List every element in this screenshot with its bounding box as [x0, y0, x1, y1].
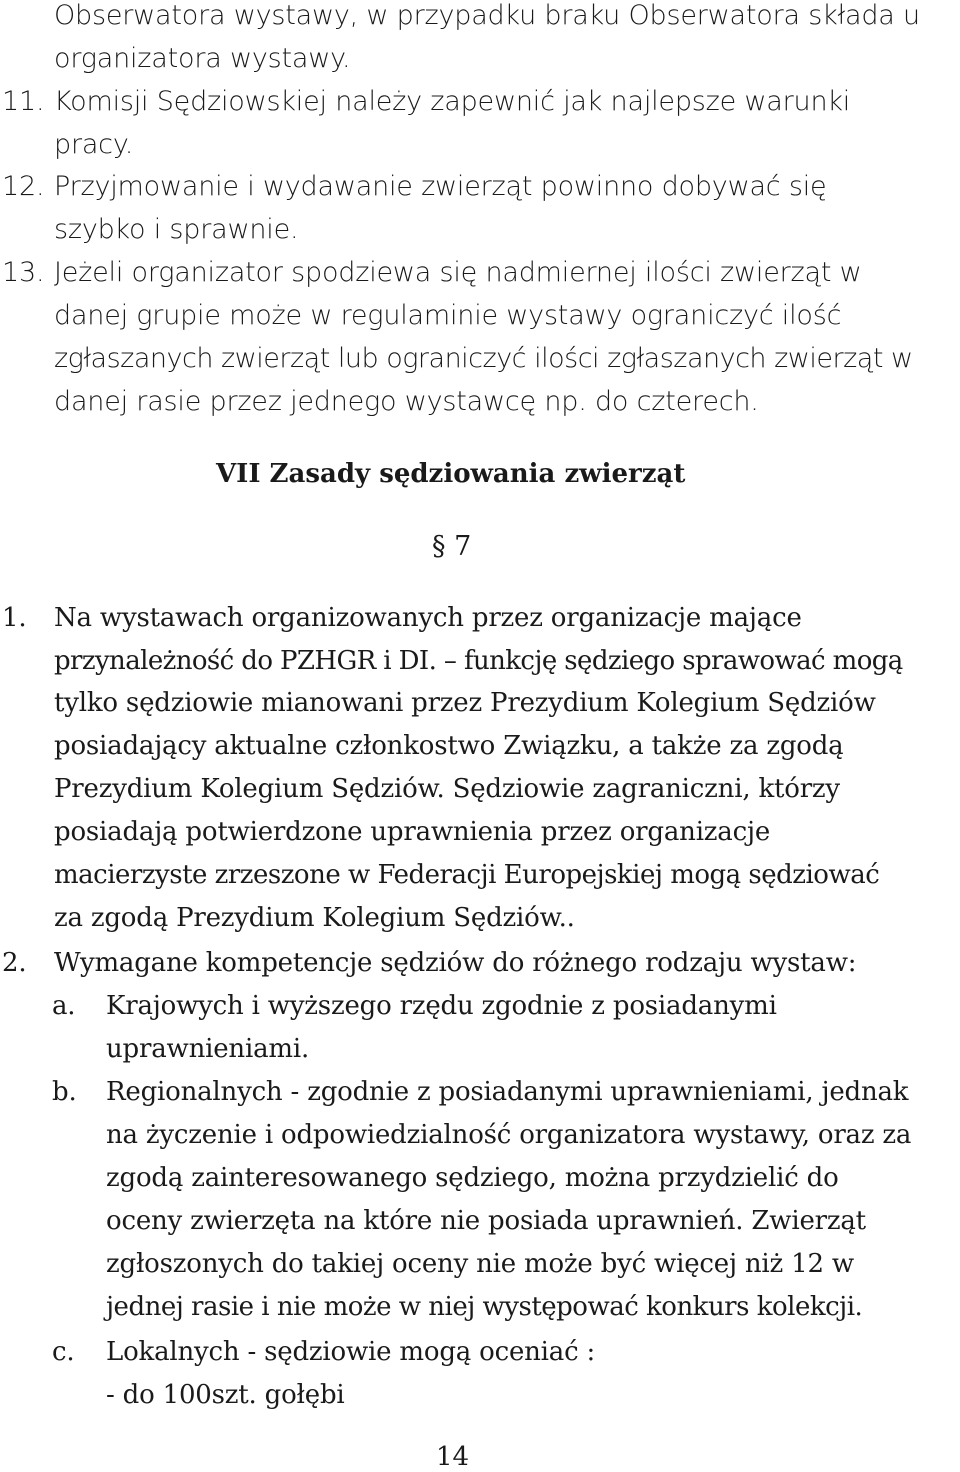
point-1-number: 1.: [2, 603, 27, 633]
item-13-line-1: Jeżeli organizator spodziewa się nadmiernej ilości zwierząt w: [54, 257, 862, 288]
item-13-line-4: danej rasie przez jednego wystawcę np. do czterech.: [54, 386, 759, 417]
point-2a-letter: a.: [52, 991, 76, 1021]
page-number: 14: [436, 1442, 470, 1472]
section-title: VII Zasady sędziowania zwierząt: [216, 459, 686, 489]
point-2b-line-4: oceny zwierzęta na które nie posiada uprawnień. Zwierząt: [106, 1206, 866, 1236]
point-1-line-1: Na wystawach organizowanych przez organizacje mające: [54, 603, 802, 633]
point-2b-letter: b.: [52, 1077, 77, 1107]
item-13-line-2: danej grupie może w regulaminie wystawy ograniczyć ilość: [54, 300, 842, 331]
paragraph-mark: § 7: [432, 531, 472, 562]
point-2b-line-2: na życzenie i odpowiedzialność organizatora wystawy, oraz za: [106, 1120, 912, 1150]
item-11-line-2: pracy.: [54, 129, 134, 160]
item-13-number: 13.: [2, 257, 45, 288]
point-1-line-2: przynależność do PZHGR i DI. – funkcję sędziego sprawować mogą: [54, 646, 903, 676]
intro-line-2: organizatora wystawy.: [54, 43, 351, 74]
item-12-line-2: szybko i sprawnie.: [54, 214, 299, 245]
item-12-number: 12.: [2, 171, 45, 202]
item-13-line-3: zgłaszanych zwierząt lub ograniczyć ilości zgłaszanych zwierząt w: [54, 343, 913, 374]
point-1-line-8: za zgodą Prezydium Kolegium Sędziów..: [54, 903, 575, 933]
point-2b-line-6: jednej rasie i nie może w niej występować konkurs kolekcji.: [106, 1292, 863, 1322]
point-2-number: 2.: [2, 948, 27, 978]
point-2c-line-1: Lokalnych - sędziowie mogą oceniać :: [106, 1337, 596, 1367]
point-2-line-1: Wymagane kompetencje sędziów do różnego rodzaju wystaw:: [54, 948, 857, 978]
point-2c-letter: c.: [52, 1337, 75, 1367]
point-2b-line-1: Regionalnych - zgodnie z posiadanymi uprawnieniami, jednak: [106, 1077, 909, 1107]
item-11-number: 11.: [2, 86, 45, 117]
point-1-line-7: macierzyste zrzeszone w Federacji Europejskiej mogą sędziować: [54, 860, 880, 890]
item-11-line-1: Komisji Sędziowskiej należy zapewnić jak najlepsze warunki: [54, 86, 851, 117]
point-1-line-6: posiadają potwierdzone uprawnienia przez organizacje: [54, 817, 771, 847]
point-1-line-3: tylko sędziowie mianowani przez Prezydium Kolegium Sędziów: [54, 688, 876, 718]
intro-line-1: Obserwatora wystawy, w przypadku braku Obserwatora składa u: [54, 0, 920, 31]
point-1-line-4: posiadający aktualne członkostwo Związku, a także za zgodą: [54, 731, 844, 761]
item-12-line-1: Przyjmowanie i wydawanie zwierząt powinno dobywać się: [54, 171, 827, 202]
point-1-line-5: Prezydium Kolegium Sędziów. Sędziowie zagraniczni, którzy: [54, 774, 840, 804]
point-2a-line-1: Krajowych i wyższego rzędu zgodnie z posiadanymi: [106, 991, 777, 1021]
point-2c-line-2: - do 100szt. gołębi: [106, 1380, 345, 1410]
point-2b-line-5: zgłoszonych do takiej oceny nie może być więcej niż 12 w: [106, 1249, 854, 1279]
point-2b-line-3: zgodą zainteresowanego sędziego, można przydzielić do: [106, 1163, 839, 1193]
point-2a-line-2: uprawnieniami.: [106, 1034, 310, 1064]
